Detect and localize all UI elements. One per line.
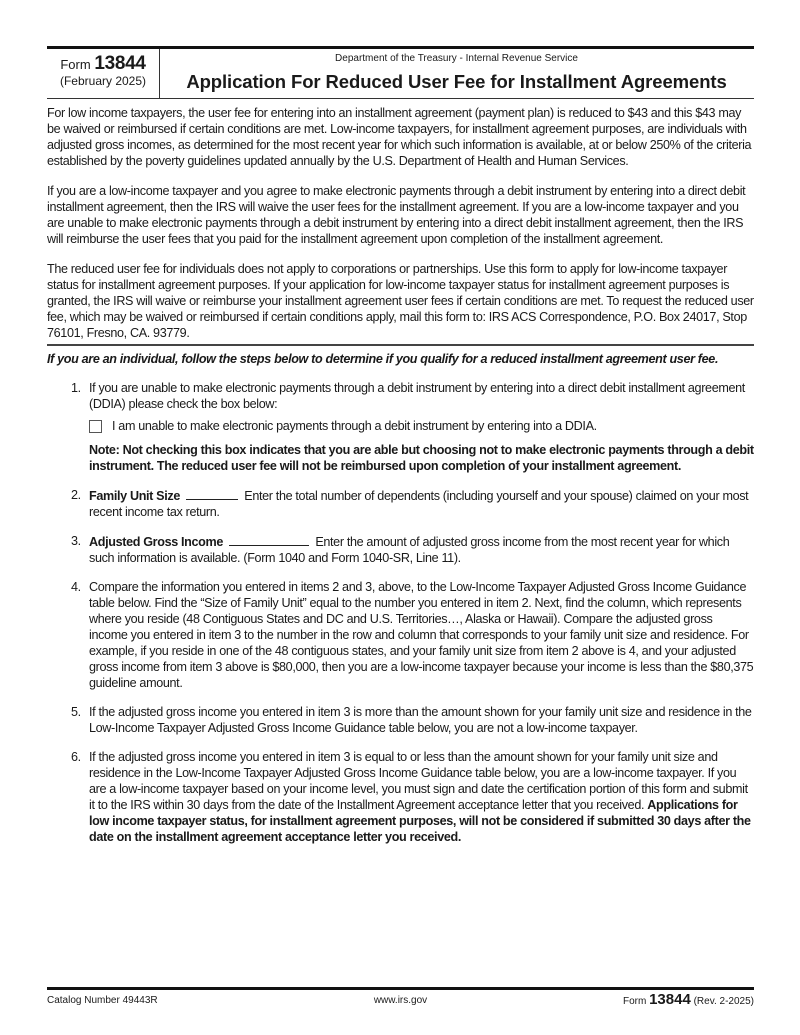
paragraph-corporations: The reduced user fee for individuals does not apply to corporations or partnerships. Use this form to apply for low-income taxpayer status for installment agreement purposes. If your application for low-income taxpayer status for installment agreement purposes is granted, the IRS will waive or reimburse your installment agreement user fees if certain conditions are met. To request the reduced user fee, which may be waived or reimbursed if certain conditions apply, mail this form to: IRS ACS Correspondence, P.O. Box 24017, Stop 76101, Fresno, CA. 93779. <box>47 262 754 340</box>
footer-form-number: 13844 <box>649 991 691 1008</box>
step-3 <box>47 533 754 566</box>
step-text: Enter the amount of adjusted gross income from the most recent year for which such information is available. (Form 1040 and Form 1040-SR, Line 11). <box>89 535 730 565</box>
form-number: 13844 <box>94 53 146 74</box>
family-unit-size-label: Family Unit Size <box>89 489 180 503</box>
ddia-checkbox-row[interactable] <box>89 418 754 434</box>
footer-revision: (Rev. 2-2025) <box>693 996 754 1007</box>
form-id-block <box>47 49 160 99</box>
ddia-checkbox-label: I am unable to make electronic payments through a debit instrument by entering into a DDIA. <box>112 419 597 433</box>
step-text: If the adjusted gross income you entered in item 3 is equal to or less than the amount shown for your family unit size and residence in the Low-Income Taxpayer Adjusted Gross Income Guidance table below, you are a low-income taxpayer. If you are a low-income taxpayer based on your income level, you must sign and date the certification portion of this form and submit it to the IRS within 30 days from the date of the Installment Agreement acceptance letter that you received. <box>89 750 748 812</box>
step-text: If you are unable to make electronic payments through a debit instrument by entering into a direct debit installment agreement (DDIA) please check the box below: <box>89 381 745 411</box>
website-link[interactable]: www.irs.gov <box>373 995 428 1006</box>
catalog-number: Catalog Number 49443R <box>47 995 158 1006</box>
form-footer <box>47 987 754 1014</box>
step-2 <box>47 487 754 520</box>
step-warning: Applications for low income taxpayer status, for installment agreement purposes, will not be considered if submitted 30 days after the date on the installment agreement acceptance letter you received. <box>89 798 751 844</box>
page-title: Application For Reduced User Fee for Installment Agreements <box>186 71 727 92</box>
step-text: If the adjusted gross income you entered in item 3 is more than the amount shown for your family unit size and residence in the Low-Income Taxpayer Adjusted Gross Income Guidance table below, you are not a low-income taxpayer. <box>89 705 752 735</box>
step-5 <box>47 704 754 736</box>
step-number: 3. <box>71 534 81 548</box>
section-divider <box>47 344 754 346</box>
step-number: 2. <box>71 488 81 502</box>
agi-field[interactable] <box>229 533 309 546</box>
step-number: 1. <box>71 381 81 395</box>
step-6 <box>47 749 754 845</box>
paragraph-low-income: For low income taxpayers, the user fee for entering into an installment agreement (payment plan) is reduced to $43 and this $43 may be waived or reimbursed if certain conditions are met. Low-income taxpayers, for installment agreement purposes, are individuals with adjusted gross incomes, as determined for the most recent year for which such information is available, at or below 250% of the criteria established by the poverty guidelines updated annually by the U.S. Department of Health and Human Services. <box>47 106 752 168</box>
step-number: 6. <box>71 750 81 764</box>
paragraph-debit: If you are a low-income taxpayer and you agree to make electronic payments through a debit instrument by entering into a direct debit installment agreement, then the IRS will waive the user fees for the installment agreement. If you are a low-income taxpayer and you are unable to make electronic payments through a debit instrument by entering into a direct debit installment agreement, then the IRS will reimburse the user fees that you paid for the installment agreement upon completion of the installment agreement. <box>47 184 746 246</box>
steps-intro: If you are an individual, follow the steps below to determine if you qualify for a reduced installment agreement user fee. <box>47 352 719 366</box>
footer-form-id: Form 13844 (Rev. 2-2025) <box>622 991 754 1008</box>
step-number: 5. <box>71 705 81 719</box>
agency-name: Department of the Treasury - Internal Revenue Service <box>335 53 578 64</box>
title-block <box>159 49 754 99</box>
family-unit-size-field[interactable] <box>186 487 238 500</box>
ddia-checkbox[interactable] <box>89 420 102 433</box>
form-label: Form <box>60 57 91 72</box>
step-1 <box>47 380 754 474</box>
step-number: 4. <box>71 580 81 594</box>
ddia-note: Note: Not checking this box indicates that you are able but choosing not to make electronic payments through a debit instrument. The reduced user fee will not be reimbursed upon completion of your installment agreement. <box>89 443 754 473</box>
form-header <box>47 46 754 99</box>
form-body <box>47 105 754 858</box>
step-text: Compare the information you entered in items 2 and 3, above, to the Low-Income Taxpayer Adjusted Gross Income Guidance table below. Find the “Size of Family Unit” equal to the number you entered in item 2. Next, find the column, which represents where you reside (48 Contiguous States and DC and U.S. Territories…, Alaska or Hawaii). Compare the adjusted gross income you entered in item 3 to the number in the row and column that corresponds to your family unit size and residence. For example, if you reside in one of the 48 contiguous states, and your family unit size from item 2 above is 4, and your adjusted gross income from item 3 above is $80,000, then you are a low-income taxpayer because your income is less than the $80,375 guideline amount. <box>89 580 754 690</box>
steps-list <box>47 380 754 845</box>
step-text: Enter the total number of dependents (including yourself and your spouse) claimed on your most recent income tax return. <box>89 489 749 519</box>
form-date: (February 2025) <box>59 74 147 88</box>
agi-label: Adjusted Gross Income <box>89 535 224 549</box>
step-4 <box>47 579 754 691</box>
